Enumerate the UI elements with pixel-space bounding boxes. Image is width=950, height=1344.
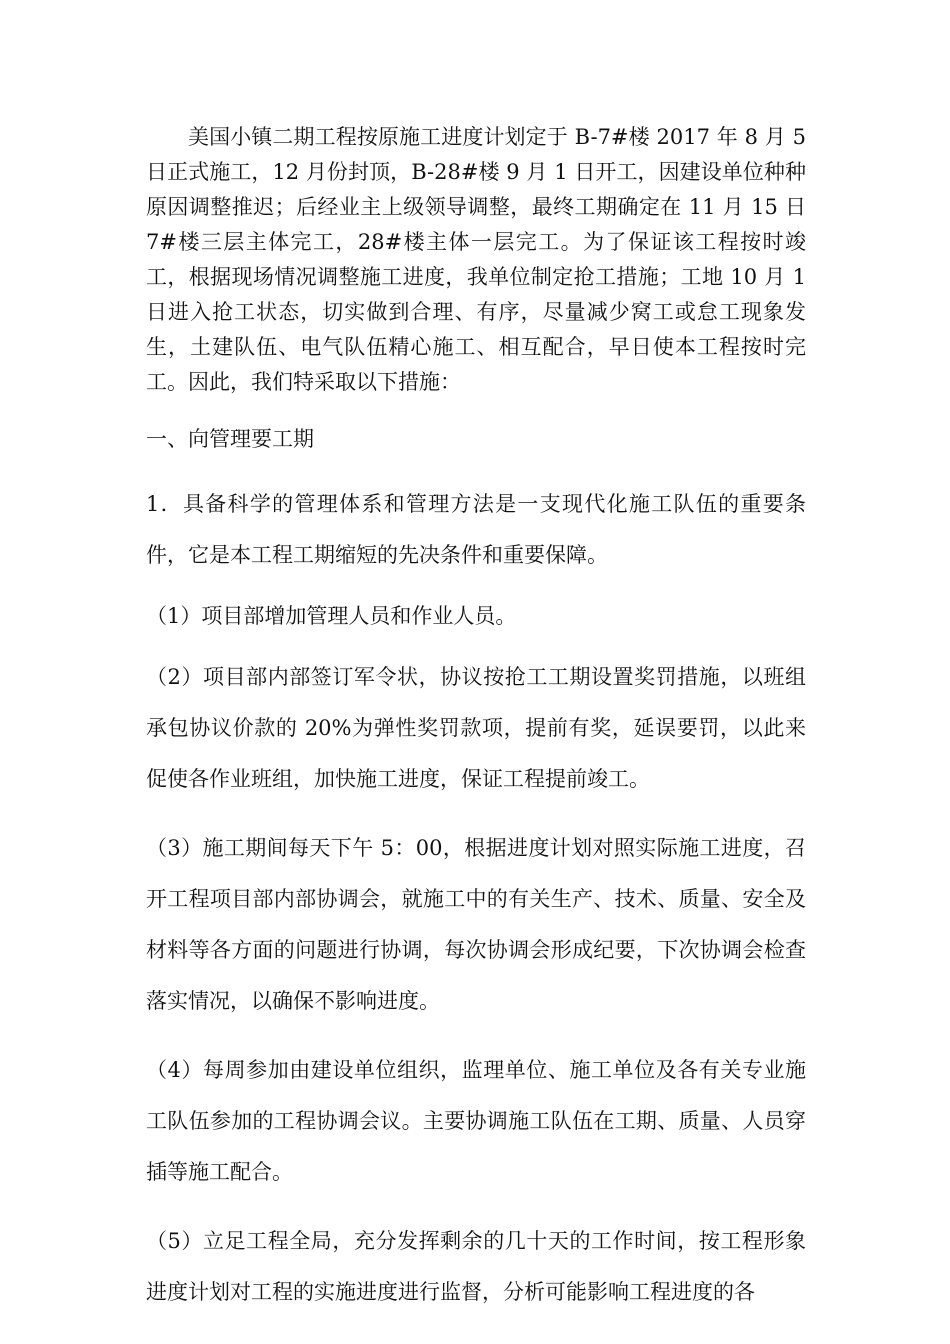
sub-item-1: （1）项目部增加管理人员和作业人员。 (146, 604, 517, 628)
sub-item-3: （3）施工期间每天下午 5：00，根据进度计划对照实际施工进度，召开工程项目部内部协调会，就施工中的有关生产、技术、质量、安全及材料等各方面的问题进行协调，每次协调会形成纪要，下次协调会检查落实情况，以确保不影响进度。 (146, 836, 806, 1013)
intro-paragraph: 美国小镇二期工程按原施工进度计划定于 B-7#楼 2017 年 8 月 5 日正式施工，12 月份封顶，B-28#楼 9 月 1 日开工，因建设单位种种原因调整推迟；后经业主上级领导调整，最终工期确定在 11 月 15 日 7#楼三层主体完工，28#楼主体一层完工。为了保证该工程按时竣工，根据现场情况调整施工进度，我单位制定抢工措施；工地 10 月 1 日进入抢工状态，切实做到合理、有序，尽量减少窝工或怠工现象发生，土建队伍、电气队伍精心施工、相互配合，早日使本工程按时完工。因此，我们特采取以下措施： (146, 125, 806, 394)
section-heading: 一、向管理要工期 (146, 427, 314, 451)
sub-item-4: （4）每周参加由建设单位组织，监理单位、施工单位及各有关专业施工队伍参加的工程协调会议。主要协调施工队伍在工期、质量、人员穿插等施工配合。 (146, 1058, 806, 1184)
document-page (146, 120, 806, 1318)
item-1-paragraph: 1．具备科学的管理体系和管理方法是一支现代化施工队伍的重要条件，它是本工程工期缩短的先决条件和重要保障。 (146, 492, 806, 567)
sub-item-5: （5）立足工程全局，充分发挥剩余的几十天的工作时间，按工程形象进度计划对工程的实施进度进行监督，分析可能影响工程进度的各 (146, 1229, 806, 1304)
sub-item-2: （2）项目部内部签订军令状，协议按抢工工期设置奖罚措施，以班组承包协议价款的 20%为弹性奖罚款项，提前有奖，延误要罚，以此来促使各作业班组，加快施工进度，保证工程提前竣工。 (146, 665, 806, 791)
